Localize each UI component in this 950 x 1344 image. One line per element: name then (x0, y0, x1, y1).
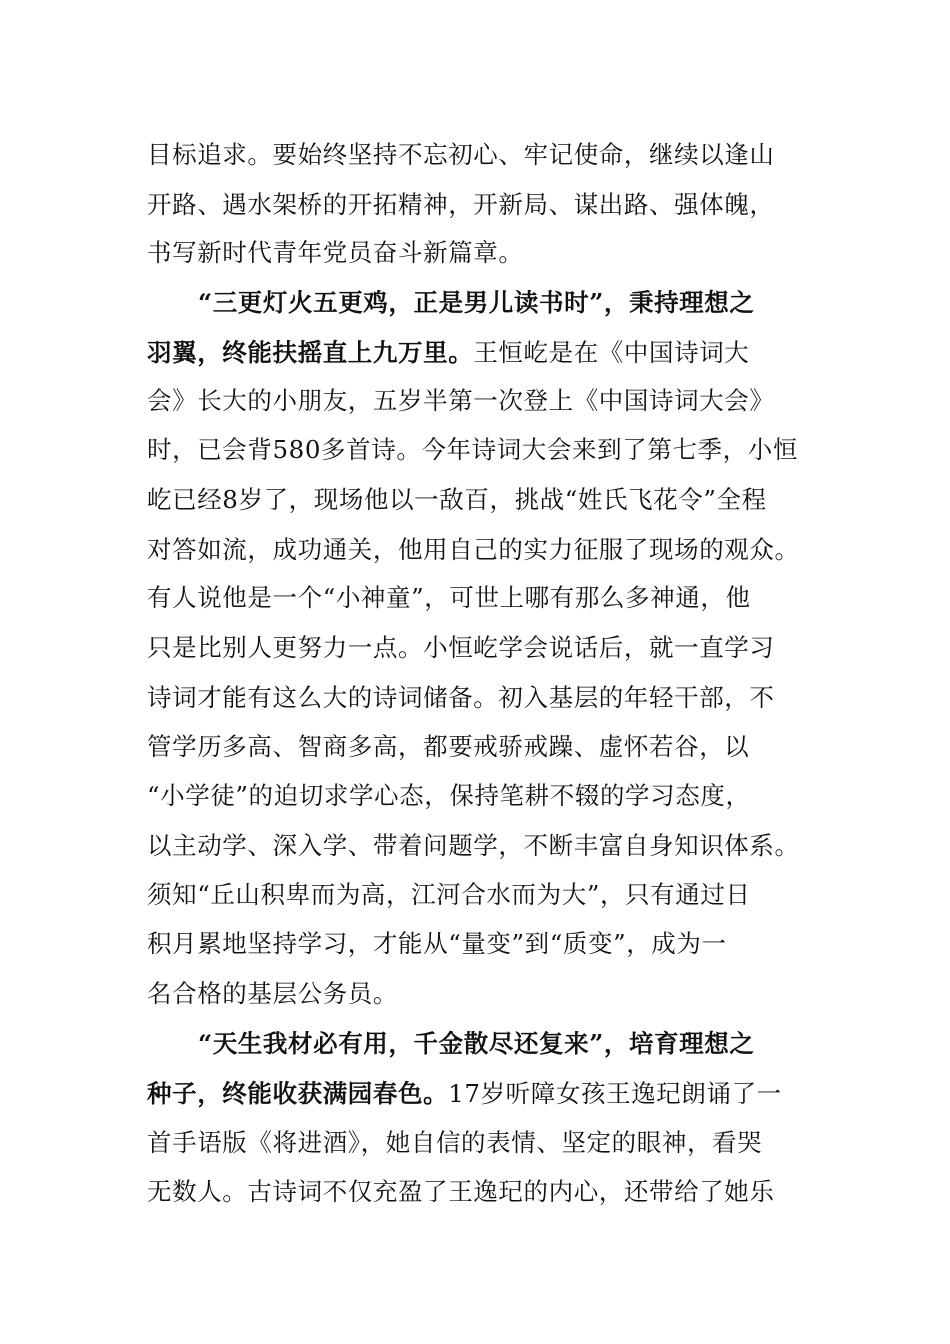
text-run: 书写新时代青年党员奋斗新篇章。 (147, 238, 524, 267)
text-line (147, 583, 751, 612)
paragraph-heading (198, 288, 755, 317)
text-run: “小学徒”的迫切求学心态，保持笔耕不辍的学习态度， (147, 781, 751, 810)
text-run: 有人说他是一个“小神童”，可世上哪有那么多神通，他 (147, 583, 751, 612)
bold-text-run: 羽翼，终能扶摇直上九万里。 (147, 338, 474, 367)
text-line (147, 880, 751, 909)
text-line (147, 435, 798, 464)
text-line (147, 979, 398, 1008)
bold-text-run: 种子，终能收获满园春色。 (147, 1079, 449, 1108)
text-run: 王恒屹是在《中国诗词大 (473, 338, 750, 367)
text-run: 对答如流，成功通关，他用自己的实力征服了现场的观众。 (147, 535, 800, 564)
text-line (147, 386, 775, 415)
text-line (147, 1177, 775, 1206)
text-run: 首手语版《将进酒》，她自信的表情、坚定的眼神，看哭 (147, 1128, 763, 1157)
text-run: 开路、遇水架桥的开拓精神，开新局、谋出路、强体魄， (147, 190, 775, 219)
text-run: 时，已会背580多首诗。今年诗词大会来到了第七季，小恒 (147, 435, 798, 464)
text-run: 诗词才能有这么大的诗词储备。初入基层的年轻干部，不 (147, 683, 775, 712)
text-line (147, 190, 775, 219)
text-line (147, 1128, 763, 1157)
bold-text-run: “天生我材必有用，千金散尽还复来”，培育理想之 (198, 1029, 755, 1058)
text-line (147, 732, 750, 761)
text-line (147, 140, 775, 169)
text-run: 积月累地坚持学习，才能从“量变”到“质变”，成为一 (147, 929, 727, 958)
text-run: 只是比别人更努力一点。小恒屹学会说话后，就一直学习 (147, 633, 775, 662)
text-run: 须知“丘山积卑而为高，江河合水而为大”，只有通过日 (147, 880, 751, 909)
text-run: 目标追求。要始终坚持不忘初心、牢记使命，继续以逢山 (147, 140, 775, 169)
bold-text-run: “三更灯火五更鸡，正是男儿读书时”，秉持理想之 (198, 288, 755, 317)
text-run: 以主动学、深入学、带着问题学，不断丰富自身知识体系。 (147, 831, 800, 860)
text-run: 会》长大的小朋友，五岁半第一次登上《中国诗词大会》 (147, 386, 775, 415)
text-line (147, 1079, 782, 1108)
text-run: 屹已经8岁了，现场他以一敌百，挑战“姓氏飞花令”全程 (147, 485, 767, 514)
text-line (147, 238, 524, 267)
text-run: 管学历多高、智商多高，都要戒骄戒躁、虚怀若谷，以 (147, 732, 750, 761)
text-line (147, 683, 775, 712)
text-line (147, 929, 727, 958)
text-run: 无数人。古诗词不仅充盈了王逸玘的内心，还带给了她乐 (147, 1177, 775, 1206)
text-run: 名合格的基层公务员。 (147, 979, 398, 1008)
text-line (147, 485, 767, 514)
paragraph-heading (198, 1029, 755, 1058)
text-line (147, 831, 800, 860)
text-run: 17岁听障女孩王逸玘朗诵了一 (448, 1079, 782, 1108)
text-line (147, 781, 751, 810)
text-line (147, 338, 750, 367)
text-line (147, 633, 775, 662)
text-line (147, 535, 800, 564)
